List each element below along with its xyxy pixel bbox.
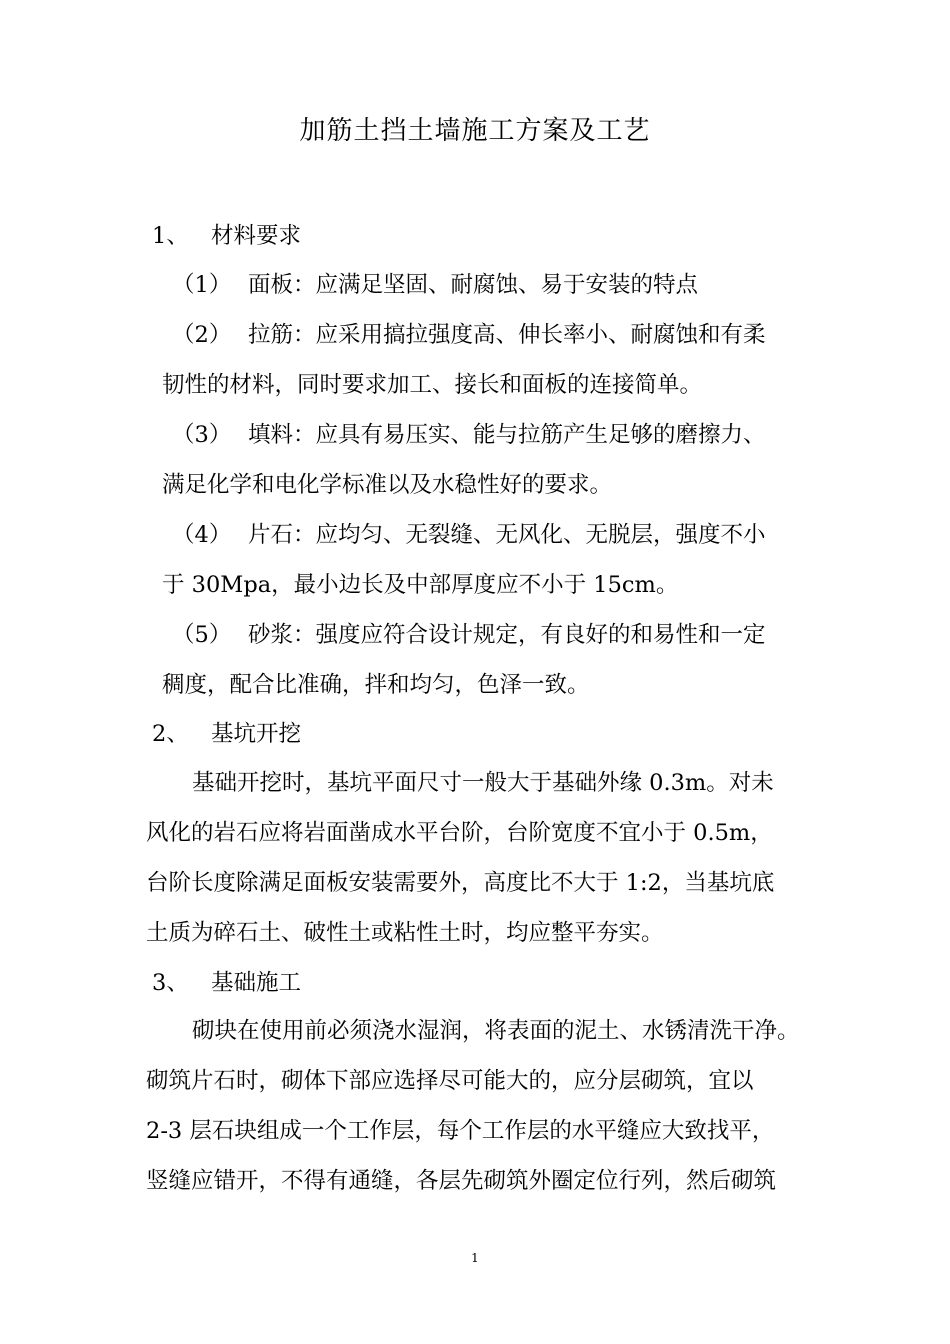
- paragraph-text: 台阶长度除满足面板安装需要外，高度比不大于 1:2，当基坑底: [146, 870, 775, 896]
- paragraph-text: 基础开挖时，基坑平面尺寸一般大于基础外缘 0.3m。对未: [192, 770, 774, 796]
- paragraph-text: 风化的岩石应将岩面凿成水平台阶，台阶宽度不宜小于 0.5m，: [146, 820, 773, 846]
- item-number: （5）: [172, 622, 232, 648]
- item-text: 稠度，配合比准确，拌和均匀，色泽一致。: [162, 672, 590, 698]
- paragraph-text: 竖缝应错开，不得有通缝，各层先砌筑外圈定位行列，然后砌筑: [146, 1168, 777, 1194]
- section-title: 基础施工: [211, 970, 302, 996]
- paragraph-text: 土质为碎石土、破性土或粘性土时，均应整平夯实。: [146, 920, 664, 946]
- item-number: （3）: [172, 422, 232, 448]
- paragraph-text: 2-3 层石块组成一个工作层，每个工作层的水平缝应大致找平，: [146, 1118, 775, 1144]
- item-text: 砂浆：强度应符合设计规定，有良好的和易性和一定: [248, 622, 766, 648]
- item-number: （1）: [172, 272, 232, 298]
- section-number: 2、: [152, 721, 189, 747]
- item-text: 于 30Mpa，最小边长及中部厚度应不小于 15cm。: [162, 572, 679, 598]
- item-text: 满足化学和电化学标准以及水稳性好的要求。: [162, 472, 613, 498]
- paragraph-text: 砌筑片石时，砌体下部应选择尽可能大的，应分层砌筑，宜以: [146, 1068, 754, 1094]
- item-number: （2）: [172, 322, 232, 348]
- item-text: 片石：应均匀、无裂缝、无风化、无脱层，强度不小: [248, 522, 766, 548]
- section-title: 材料要求: [211, 223, 302, 249]
- section-number: 1、: [152, 223, 189, 249]
- section-title: 基坑开挖: [211, 721, 302, 747]
- item-number: （4）: [172, 522, 232, 548]
- item-text: 韧性的材料，同时要求加工、接长和面板的连接简单。: [162, 372, 703, 398]
- item-text: 面板：应满足坚固、耐腐蚀、易于安装的特点: [248, 272, 699, 298]
- item-text: 填料：应具有易压实、能与拉筋产生足够的磨擦力、: [248, 422, 766, 448]
- page-number: 1: [471, 1251, 479, 1265]
- section-number: 3、: [152, 970, 189, 996]
- page-title: 加筋土挡土墙施工方案及工艺: [299, 116, 651, 146]
- paragraph-text: 砌块在使用前必须浇水湿润，将表面的泥土、水锈清洗干净。: [192, 1018, 800, 1044]
- item-text: 拉筋：应采用搞拉强度高、伸长率小、耐腐蚀和有柔: [248, 322, 766, 348]
